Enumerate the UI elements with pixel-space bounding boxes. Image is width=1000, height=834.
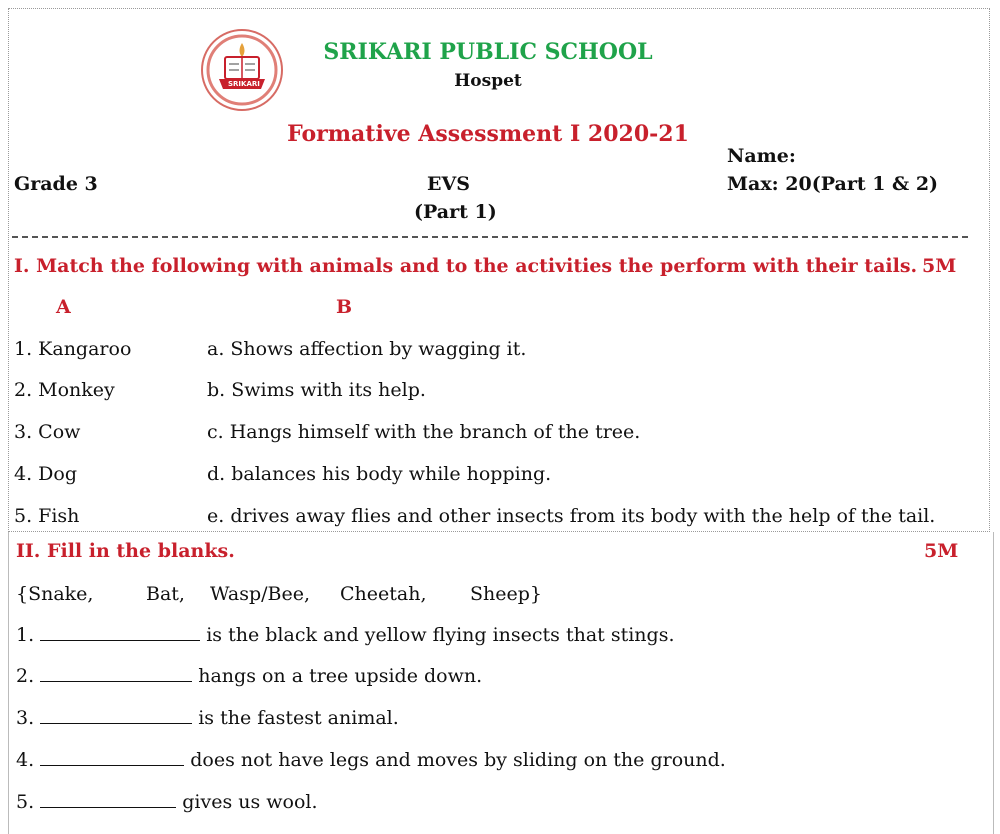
- word-bank-item: Bat,: [146, 583, 185, 605]
- blank-number: 5.: [16, 791, 35, 813]
- match-item-b: a. Shows affection by wagging it.: [207, 338, 527, 360]
- word-bank-item: {Snake,: [16, 583, 94, 605]
- subject-label: EVS: [427, 173, 470, 195]
- word-bank-item: Cheetah,: [340, 583, 427, 605]
- match-item-a: 4. Dog: [14, 463, 78, 485]
- match-item-b: c. Hangs himself with the branch of the tree.: [207, 421, 641, 443]
- part-label: (Part 1): [414, 201, 497, 223]
- word-bank-item: Wasp/Bee,: [210, 583, 311, 605]
- match-item-b: d. balances his body while hopping.: [207, 463, 552, 485]
- answer-blank[interactable]: [40, 667, 192, 682]
- section1-heading: I. Match the following with animals and to the activities the perform with their tails.: [14, 255, 918, 277]
- match-item-a: 5. Fish: [14, 505, 80, 527]
- name-label: Name:: [727, 145, 796, 167]
- blank-text: gives us wool.: [182, 791, 318, 813]
- blank-number: 1.: [16, 624, 35, 646]
- blank-text: hangs on a tree upside down.: [198, 665, 483, 687]
- school-city: Hospet: [454, 71, 522, 91]
- column-a-header: A: [56, 296, 71, 318]
- section2-marks: 5M: [924, 540, 959, 562]
- blank-item: [16, 707, 399, 729]
- blank-item: [16, 624, 674, 646]
- blank-item: [16, 791, 318, 813]
- blank-item: [16, 749, 726, 771]
- blank-text: is the black and yellow flying insects that stings.: [206, 624, 675, 646]
- answer-blank[interactable]: [40, 793, 176, 808]
- match-item-a: 1. Kangaroo: [14, 338, 132, 360]
- blank-number: 4.: [16, 749, 35, 771]
- blank-number: 2.: [16, 665, 35, 687]
- column-b-header: B: [336, 296, 353, 318]
- word-bank-item: Sheep}: [470, 583, 542, 605]
- grade-label: Grade 3: [14, 173, 98, 195]
- blank-text: is the fastest animal.: [198, 707, 399, 729]
- assessment-title: Formative Assessment I 2020-21: [287, 121, 689, 147]
- logo-label: SRIKARI: [228, 80, 260, 88]
- divider: [12, 236, 968, 238]
- section2-heading: II. Fill in the blanks.: [16, 540, 235, 562]
- answer-blank[interactable]: [40, 626, 200, 641]
- match-item-a: 2. Monkey: [14, 379, 115, 401]
- section1-marks: 5M: [922, 255, 957, 277]
- max-marks-label: Max: 20(Part 1 & 2): [727, 173, 939, 195]
- blank-number: 3.: [16, 707, 35, 729]
- blank-text: does not have legs and moves by sliding on the ground.: [190, 749, 726, 771]
- answer-blank[interactable]: [40, 709, 192, 724]
- answer-blank[interactable]: [40, 751, 184, 766]
- match-item-b: b. Swims with its help.: [207, 379, 426, 401]
- match-item-a: 3. Cow: [14, 421, 81, 443]
- blank-item: [16, 665, 482, 687]
- match-item-b: e. drives away flies and other insects from its body with the help of the tail.: [207, 505, 936, 527]
- school-name: SRIKARI PUBLIC SCHOOL: [323, 39, 653, 65]
